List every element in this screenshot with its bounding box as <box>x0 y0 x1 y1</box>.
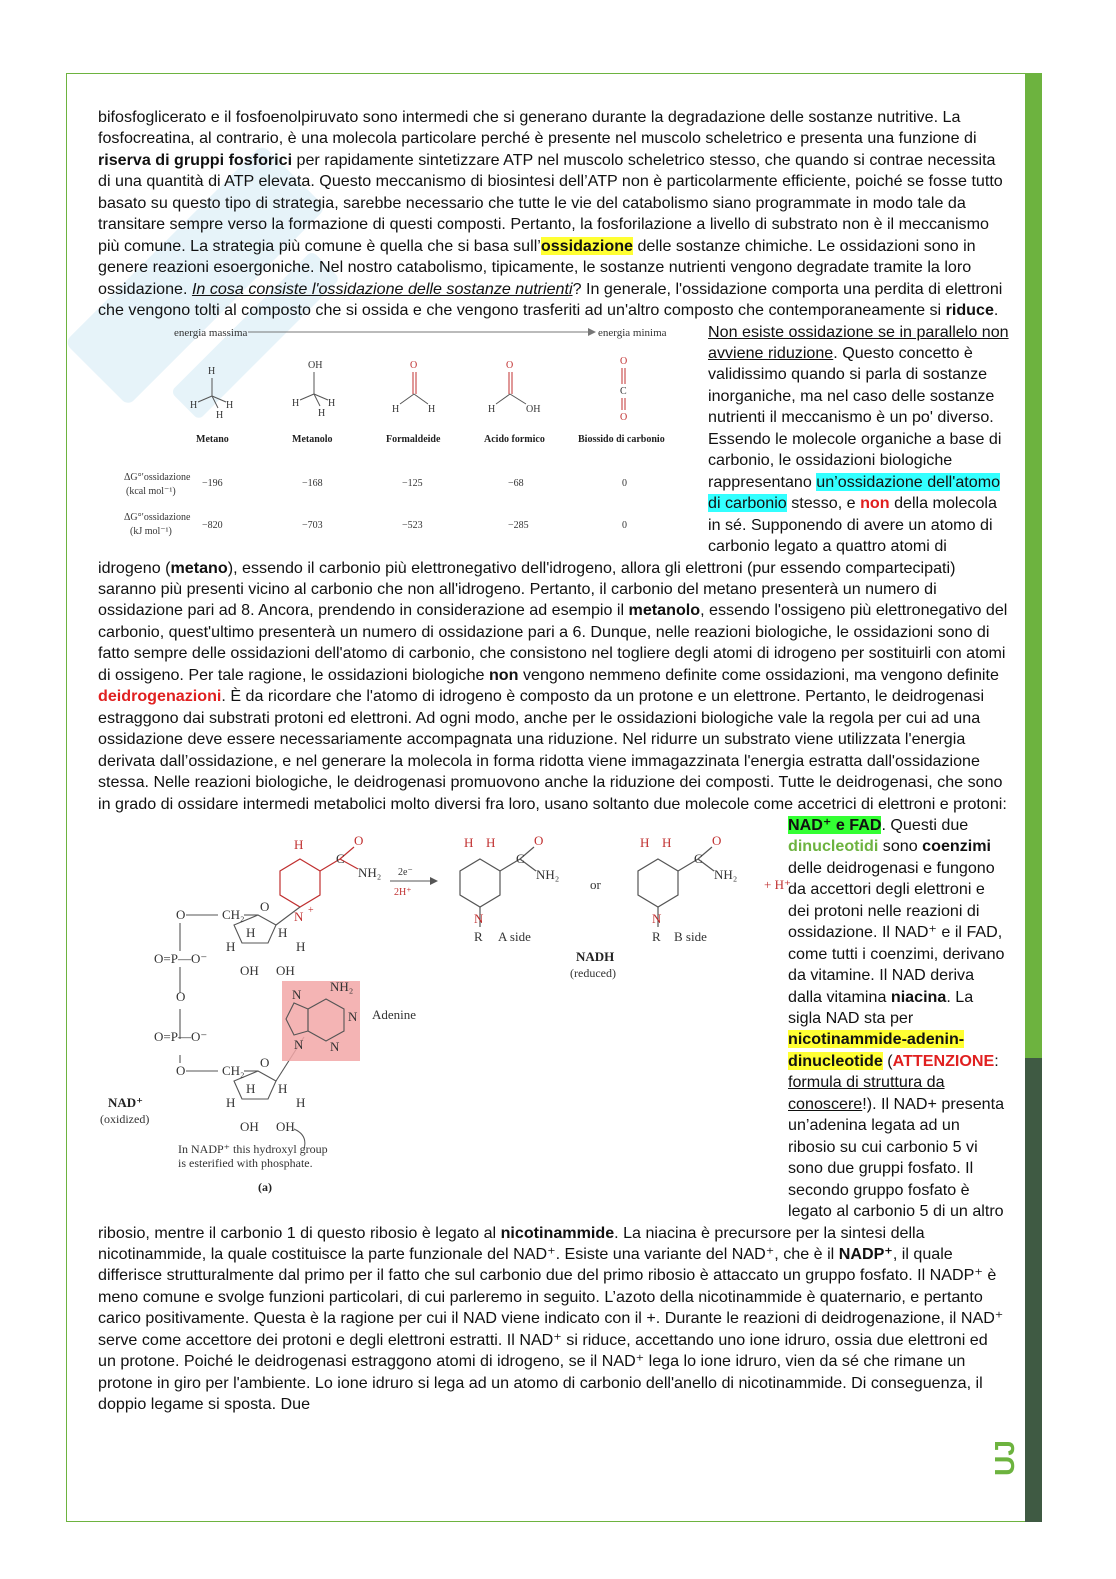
main-text: bifosfoglicerato e il fosfoenolpiruvato sono intermedi che si generano durante la degradazione delle sostanze nutritive. La fosfocreatina, al contrario, è una molecola particolare perché è presente nel muscolo scheletrico e presenta una funzione di riserva di gruppi fosforici per rapidamente sintetizzare ATP nel muscolo scheletrico stesso, che quando si contrae necessita di una quantità di ATP elevata. Questo meccanismo di biosintesi dell’ATP non è particolarmente efficiente, poiché se fosse tutto basato su questo tipo di strategia, sarebbe necessario che tutte le vie del catabolismo siano programmate in modo tale da transitare sempre verso la formazione di questi composti. Pertanto, la fosforilazione a livello di substrato non è il meccanismo più comune. La strategia più comune è quella che si basa sull’ossidazione delle sostanze chimiche. Le ossidazioni sono in genere reazioni esoergoniche. Nel nostro catabolismo, tipicamente, le sostanze nutrienti vengono degradate tramite la loro ossidazione. In cosa consiste l'ossidazione delle sostanze nutrienti? In generale, l'ossidazione comporta una perdita di elettroni che vengono tolti al composto che si ossida e che vengono trasferiti ad un'altro composto che contemporaneamente si riduce. energia massima energia minima H H H H OH H H H O H H O H OH O C O Metano Metanolo Formaldeide Acido formico Biossido di carbonio ΔG°′ossidazione (kcal mol⁻¹) −196 −168 −125 −68 0 ΔG°′ossidazione (kJ mol⁻¹) −820 −703 −523 −285 0 Non esiste ossidazione se in parallelo non avviene riduzione. Questo concetto è validissimo quando si parla di sostanze inorganiche, ma nel caso delle sostanze nutrienti il meccanismo è un po' diverso. Essendo le molecole organiche a base di carbonio, le ossidazioni biologiche rappresentano un’ossidazione dell'atomo di carbonio stesso, e non della molecola in sé. Supponendo di avere un atomo di carbonio legato a quattro atomi di idrogeno (metano), essendo il carbonio più elettronegativo dell'idrogeno, allora gli elettroni (pur essendo compartecipati) saranno più presenti vicino al carbonio che non all'idrogeno. Pertanto, il carbonio del metano presenterà un numero di ossidazione pari ad 8. Ancora, prendendo in considerazione ad esempio il metanolo, essendo l'ossigeno più elettronegativo del carbonio, quest'ultimo presenterà un numero di ossidazione pari a 6. Dunque, nelle reazioni biologiche, le ossidazioni sono di fatto sempre delle ossidazioni dell'atomo di carbonio, che consistono nel togliere degli atomi di idrogeno per sostituirli con atomi di ossigeno. Per tale ragione, le ossidazioni biologiche non vengono nemmeno definite come ossidazioni, ma vengono definite deidrogenazioni. È da ricordare che l'atomo di idrogeno è composto da un protone e un elettrone. Pertanto, le deidrogenasi estraggono dai substrati protoni ed elettroni. Ad ogni modo, anche per le ossidazioni biologiche vale la regola per cui ad una ossidazione deve essere necessariamente accompagnata una riduzione. Nel ridurre un substrato viene utilizzata l'energia derivata dall’ossidazione, e nel generare la molecola in forma ridotta viene immagazzinata l'energia estratta dall'ossidazione stessa. Nelle reazioni biologiche, le deidrogenasi promuovono anche la riduzione dei composti. Tutte le deidrogenasi, che sono in grado di ossidare intermedi metabolici molto diversi fra loro, usano soltanto due molecole come accetrici di elettroni e protoni: H O C NH₂ N + 2e⁻ 2H⁺ H H O C NH₂ N R A side or H H O C NH₂ N R B side + H⁺ NADH (reduced) O CH₂ O O=P—O⁻ O O=P—O⁻ O CH₂ O H H H H OH OH H H H H OH OH NH₂ N N N N Adenine NAD⁺ (oxidized) In NADP⁺ this hydroxyl group is esterified with phosphate. (a) NAD⁺ e FAD. Questi due dinucleotidi sono coenzimi delle deidrogenasi e fungono da accettori degli elettroni e dei protoni nelle reazioni di ossidazione. Il NAD⁺ e il FAD, come tutti i coenzimi, derivano da vitamine. Il NAD deriva dalla vitamina niacina. La sigla NAD sta per nicotinammide-adenin-dinucleotide (ATTENZIONE: formula di struttura da conoscere!). Il NAD+ presenta un’adenina legata ad un ribosio su cui carbonio 5 vi sono due gruppi fosfato. Il secondo gruppo fosfato è legato al carbonio 5 di un altro ribosio, mentre il carbonio 1 di questo ribosio è legato al nicotinammide. La niacina è precursore per la sintesi della nicotinammide, la quale costituisce la parte funzionale del NAD⁺. Esiste una variante del NAD⁺, che è il NADP⁺, il quale differisce strutturalmente dal primo per il fatto che sul carbonio due del primo ribosio è attaccato un gruppo fosfato. Il NADP⁺ è meno comune e svolge funzioni particolari, di cui parleremo in seguito. L’azoto della nicotinammide è quaternario, e pertanto carico positivamente. Questa è la ragione per cui il NAD viene indicato con il +. Durante le reazioni di deidrogenazione, il NAD⁺ serve come accettore dei protoni e degli elettroni estratti. Il NAD⁺ si riduce, accettando uno ione idruro, ossia due elettroni ed un protone. Poiché le deidrogenasi estraggono atomi di idrogeno, se il NAD⁺ lega lo ione idruro, vien da sé che rimane un protone in giro per l'ambiente. Lo ione idruro si lega ad un atomo di carbonio dell'anello di nicotinammide. Di conseguenza, il doppio legame si sposta. Due <box>98 107 1010 1416</box>
svg-text:OH: OH <box>240 1118 259 1134</box>
svg-text:OH: OH <box>308 359 323 371</box>
nadp-note: is esterified with phosphate. <box>178 1155 313 1170</box>
svg-text:O: O <box>354 832 364 848</box>
svg-text:O: O <box>712 832 722 848</box>
svg-text:O: O <box>260 898 270 914</box>
svg-text:R: R <box>474 928 483 944</box>
svg-text:O: O <box>260 1054 270 1070</box>
svg-text:H: H <box>246 1080 256 1096</box>
svg-text:N: N <box>292 986 302 1002</box>
sidebar-accent-top <box>1025 73 1042 1058</box>
svg-text:NH₂: NH₂ <box>358 864 382 880</box>
compound-label: Formaldeide <box>386 433 441 445</box>
oxidation-energy-figure <box>98 318 698 546</box>
svg-text:CH₂: CH₂ <box>222 1062 245 1078</box>
kj-value: 0 <box>622 519 627 531</box>
svg-text:CH₂: CH₂ <box>222 906 245 922</box>
svg-text:C: C <box>620 385 627 397</box>
electrons-label: 2e⁻ <box>398 866 413 878</box>
svg-text:R: R <box>652 928 661 944</box>
svg-text:H: H <box>662 834 672 850</box>
compound-label: Acido formico <box>484 433 545 445</box>
svg-text:H: H <box>190 399 198 411</box>
svg-text:C: C <box>516 850 525 866</box>
co2-structure <box>620 356 627 423</box>
page-number: UJ <box>989 1440 1020 1476</box>
methanol-structure <box>292 360 335 419</box>
nad-label: NAD⁺ <box>108 1094 144 1110</box>
nad-structure-figure <box>68 819 791 1209</box>
svg-text:N: N <box>348 1008 358 1024</box>
svg-text:O=P—O⁻: O=P—O⁻ <box>154 950 208 966</box>
svg-text:O: O <box>506 359 514 371</box>
adenine-label: Adenine <box>372 1006 417 1022</box>
svg-text:N: N <box>474 910 484 926</box>
svg-text:H: H <box>328 397 336 409</box>
svg-text:OH: OH <box>240 962 259 978</box>
svg-text:NH₂: NH₂ <box>330 978 354 994</box>
svg-text:H: H <box>246 924 256 940</box>
svg-text:NH₂: NH₂ <box>714 866 738 882</box>
svg-text:H: H <box>278 924 288 940</box>
nad-state: (oxidized) <box>100 1111 150 1126</box>
svg-text:N: N <box>652 910 662 926</box>
svg-text:H: H <box>428 403 436 415</box>
kj-value: −523 <box>402 519 423 531</box>
svg-text:H: H <box>278 1080 288 1096</box>
svg-text:H: H <box>318 407 326 419</box>
svg-text:H: H <box>488 403 496 415</box>
compound-label: Metano <box>196 433 229 445</box>
svg-text:N: N <box>294 1036 304 1052</box>
nad-structure-diagram <box>68 819 791 1209</box>
kcal-value: 0 <box>622 477 627 489</box>
svg-text:O: O <box>410 359 418 371</box>
row1-unit: (kcal mol⁻¹) <box>126 485 176 497</box>
svg-text:H: H <box>208 365 216 377</box>
svg-text:H: H <box>296 938 306 954</box>
nadh-state: (reduced) <box>570 965 616 980</box>
svg-text:H: H <box>294 836 304 852</box>
svg-text:O: O <box>620 411 628 423</box>
row1-label: ΔG°′ossidazione <box>124 471 191 483</box>
plus-h-label: + H⁺ <box>764 876 791 892</box>
protons-label: 2H⁺ <box>394 886 412 898</box>
or-label: or <box>590 876 601 892</box>
nadp-note: In NADP⁺ this hydroxyl group <box>178 1141 328 1156</box>
svg-text:O: O <box>534 832 544 848</box>
methane-structure <box>190 366 233 421</box>
kcal-value: −68 <box>508 477 524 489</box>
kj-value: −820 <box>202 519 223 531</box>
svg-text:O: O <box>176 1062 186 1078</box>
row2-unit: (kJ mol⁻¹) <box>130 525 172 537</box>
svg-text:N: N <box>330 1038 340 1054</box>
document-body <box>98 107 1010 1416</box>
svg-text:H: H <box>216 409 224 421</box>
nadh-label: NADH <box>576 948 615 964</box>
formaldehyde-structure <box>392 360 435 415</box>
b-side-label: B side <box>674 928 707 944</box>
svg-text:O: O <box>176 906 186 922</box>
svg-text:H: H <box>640 834 650 850</box>
svg-text:H: H <box>296 1094 306 1110</box>
formic-acid-structure <box>488 360 540 415</box>
svg-text:O=P—O⁻: O=P—O⁻ <box>154 1028 208 1044</box>
svg-text:+: + <box>308 904 314 916</box>
arrow-left-label: energia massima <box>174 326 248 339</box>
energy-arrow-head <box>588 328 596 336</box>
panel-label: (a) <box>258 1179 272 1194</box>
svg-text:N: N <box>294 908 304 924</box>
kcal-value: −125 <box>402 477 423 489</box>
kcal-value: −168 <box>302 477 323 489</box>
svg-text:H: H <box>292 397 300 409</box>
svg-text:O: O <box>176 988 186 1004</box>
nicotinamide-ring-oxidized <box>280 847 358 907</box>
svg-text:OH: OH <box>276 962 295 978</box>
svg-text:H: H <box>486 834 496 850</box>
oxidation-energy-diagram <box>98 318 698 546</box>
svg-text:H: H <box>226 938 236 954</box>
arrow-right-label: energia minima <box>598 326 667 339</box>
a-side-label: A side <box>498 928 531 944</box>
svg-text:H: H <box>226 399 234 411</box>
compound-label: Biossido di carbonio <box>578 433 665 445</box>
kj-value: −285 <box>508 519 529 531</box>
svg-text:O: O <box>620 355 628 367</box>
svg-text:H: H <box>392 403 400 415</box>
svg-text:C: C <box>336 850 345 866</box>
kj-value: −703 <box>302 519 323 531</box>
svg-text:OH: OH <box>276 1118 295 1134</box>
svg-text:OH: OH <box>526 403 541 415</box>
compound-label: Metanolo <box>292 433 333 445</box>
svg-text:NH₂: NH₂ <box>536 866 560 882</box>
svg-text:C: C <box>694 850 703 866</box>
svg-text:H: H <box>226 1094 236 1110</box>
kcal-value: −196 <box>202 477 223 489</box>
svg-text:H: H <box>464 834 474 850</box>
row2-label: ΔG°′ossidazione <box>124 511 191 523</box>
